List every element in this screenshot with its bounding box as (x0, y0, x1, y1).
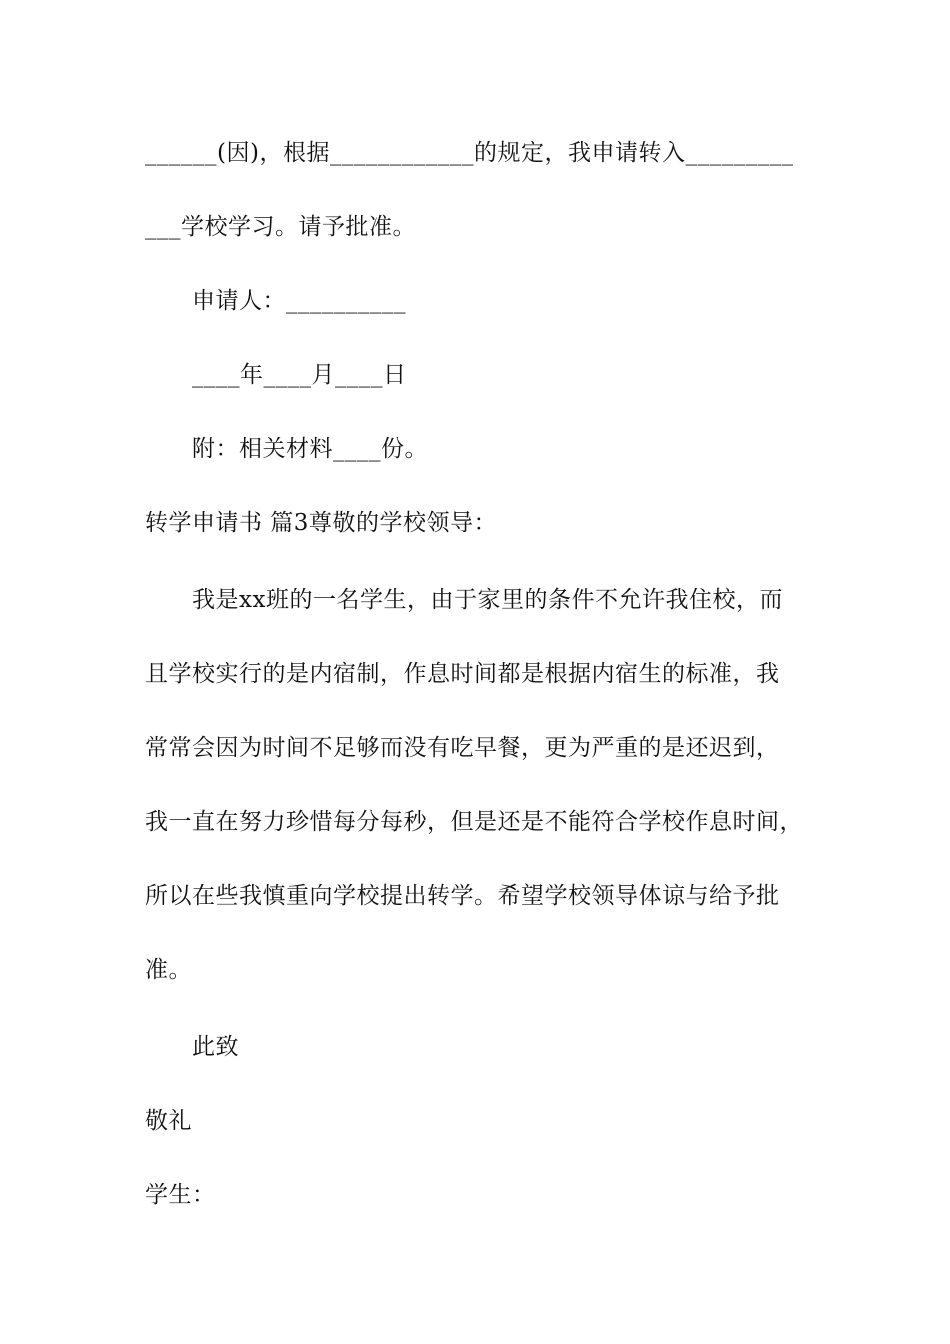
body-line-1: 我是xx班的一名学生，由于家里的条件不允许我住校，而 (192, 587, 783, 613)
body-line-2: 且学校实行的是内宿制，作息时间都是根据内宿生的标准，我 (145, 661, 780, 687)
closing-salutation: 此致 (192, 1034, 239, 1060)
date-line: ____年____月____日 (192, 362, 407, 388)
body-line-5: 所以在些我慎重向学校提出转学。希望学校领导体谅与给予批 (145, 883, 780, 909)
text-line-reason: ______(因)，根据____________的规定，我申请转入_________ (145, 140, 794, 166)
attachment-line: 附：相关材料____份。 (192, 436, 428, 462)
body-line-4: 我一直在努力珍惜每分每秒，但是还是不能符合学校作息时间， (145, 809, 803, 835)
body-line-3: 常常会因为时间不足够而没有吃早餐，更为严重的是还迟到， (145, 735, 780, 761)
applicant-line: 申请人：__________ (192, 288, 406, 314)
body-line-6: 准。 (145, 957, 192, 983)
closing-regards: 敬礼 (145, 1108, 192, 1134)
text-line-approve: ___学校学习。请予批准。 (145, 214, 416, 240)
signature-student: 学生： (145, 1182, 216, 1208)
section-heading: 转学申请书 篇3尊敬的学校领导： (145, 510, 497, 536)
